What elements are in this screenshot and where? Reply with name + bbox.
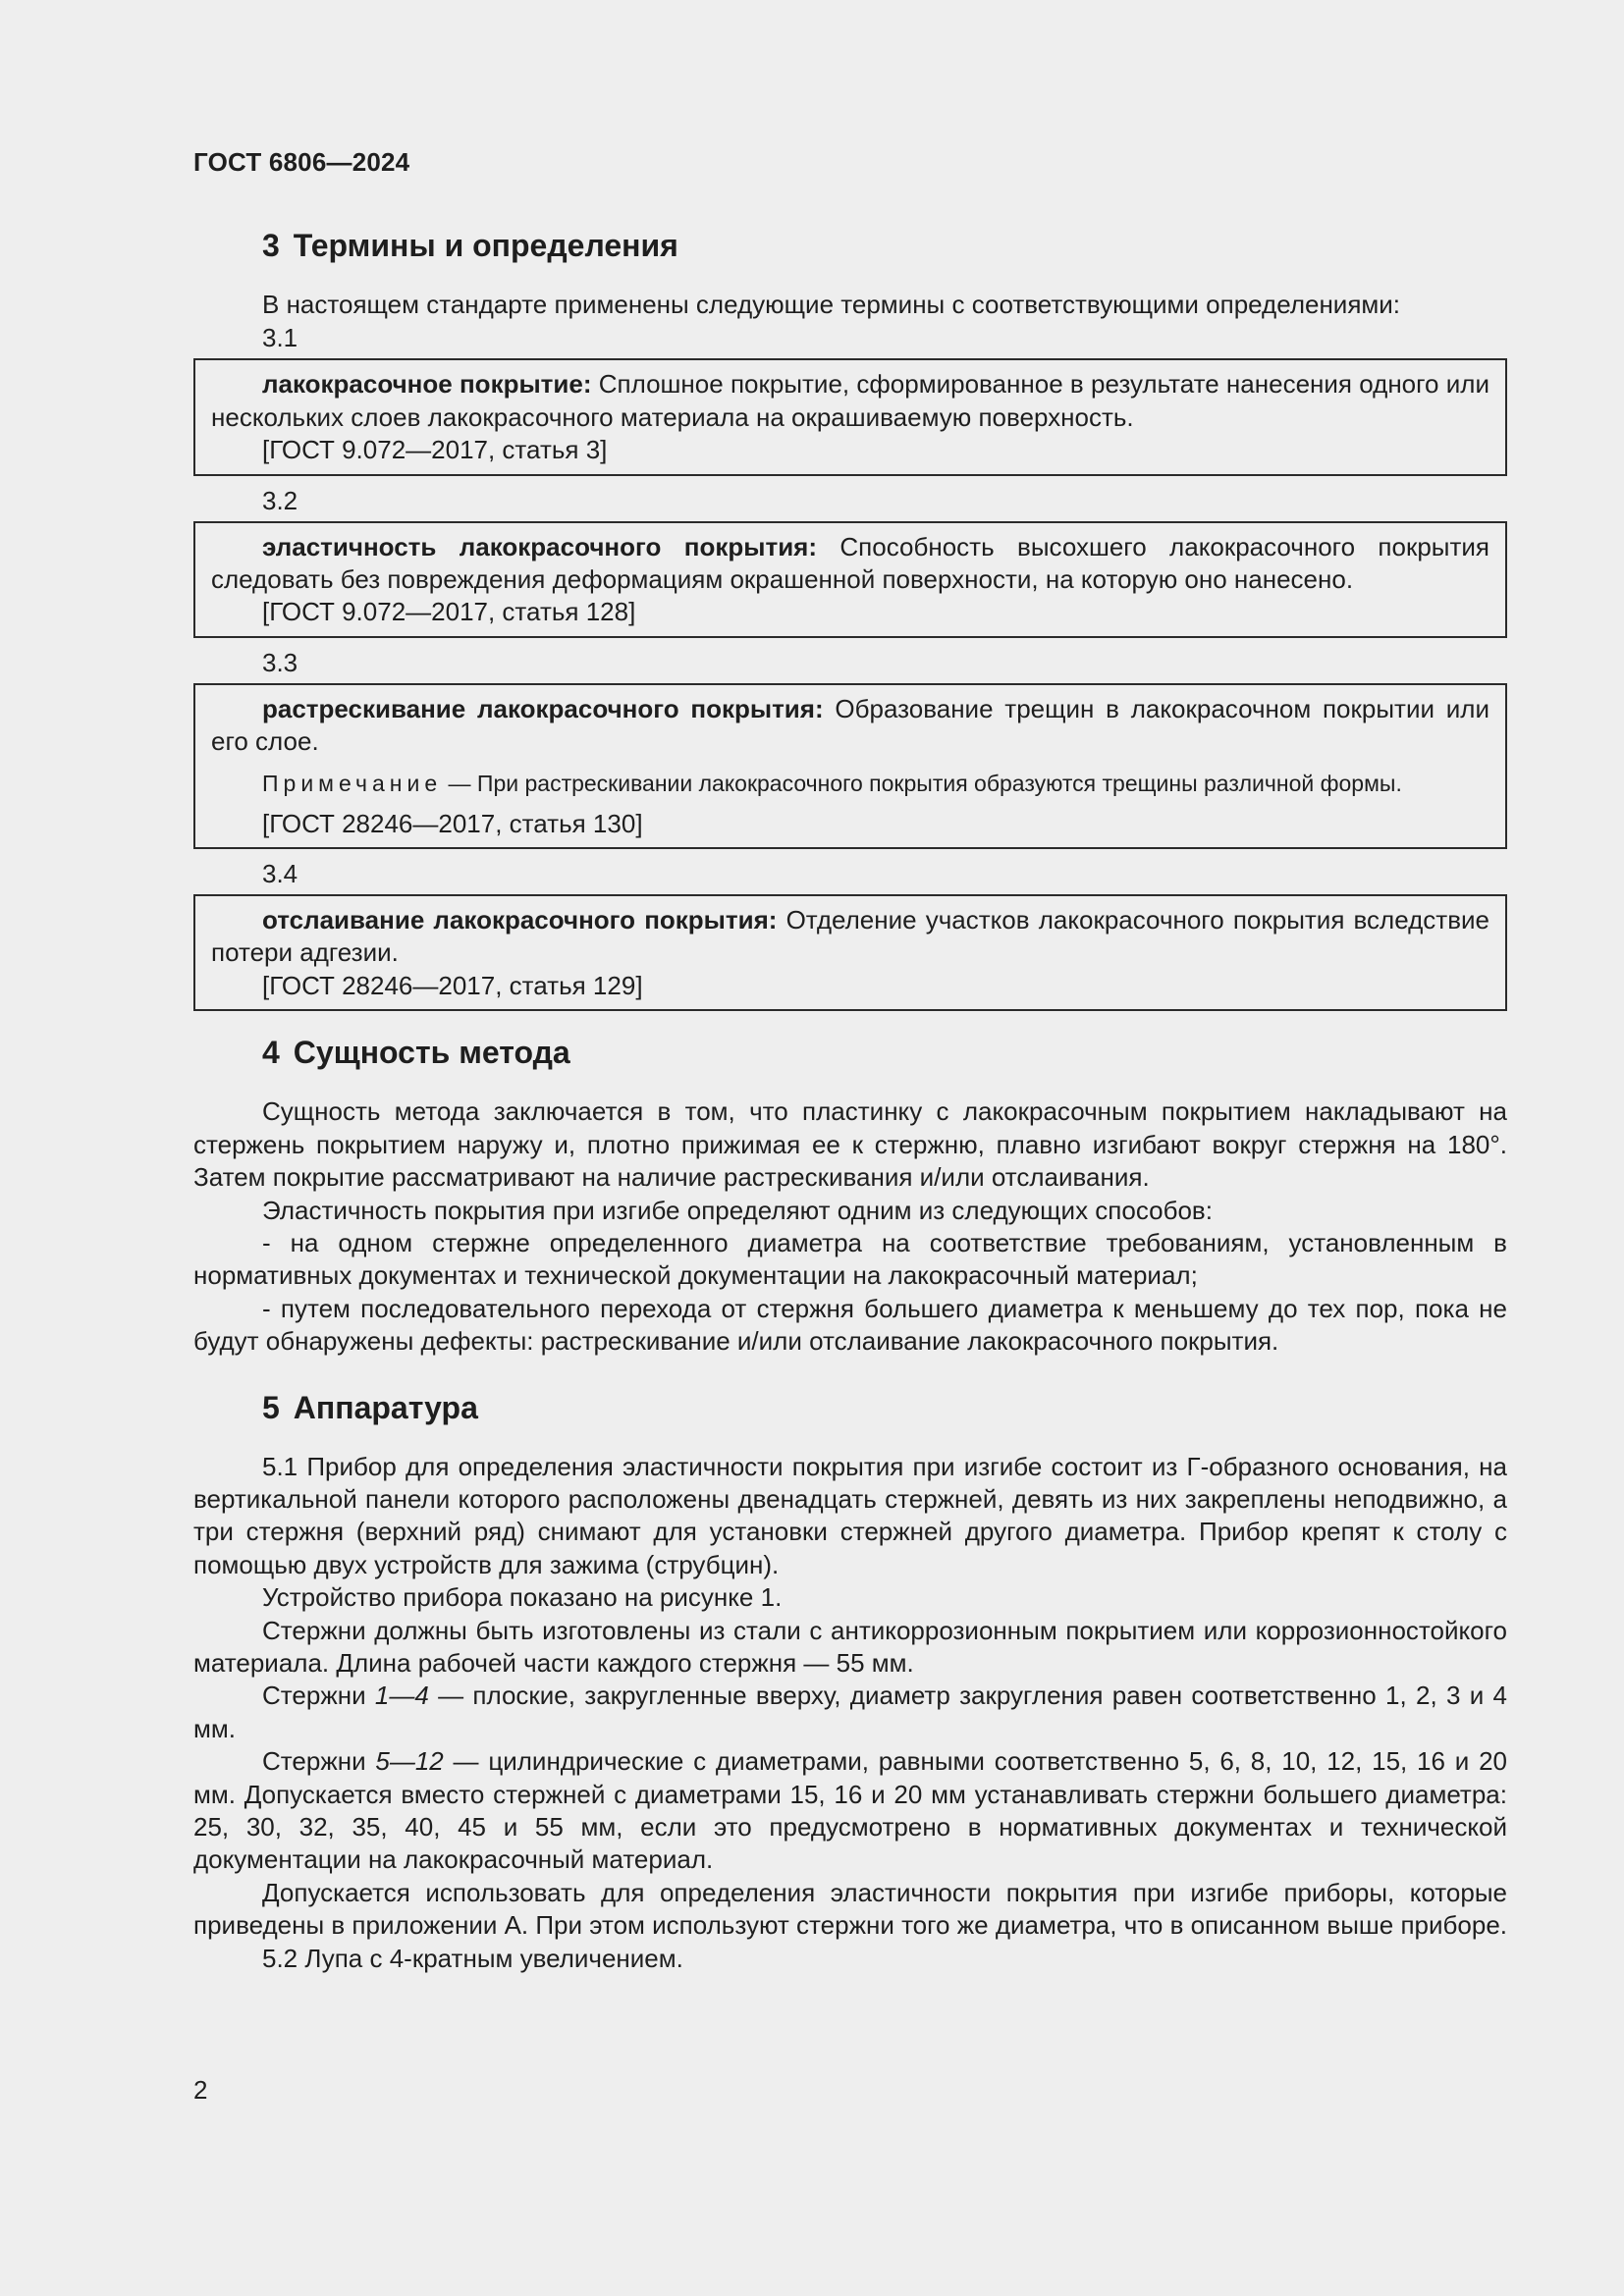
term-box-3-3 <box>193 683 1507 849</box>
text-run: Стержни <box>262 1681 375 1711</box>
term-definition <box>211 531 1489 597</box>
term-source: [ГОСТ 28246—2017, статья 130] <box>262 808 643 838</box>
paragraph: Устройство прибора показано на рисунке 1. <box>262 1582 783 1613</box>
term-number: 3.4 <box>262 859 298 889</box>
section-3-heading <box>193 226 1507 265</box>
term-name: эластичность лакокрасочного покрытия: <box>262 531 818 561</box>
paragraph <box>193 1745 1507 1877</box>
section-number: 3 <box>262 228 280 263</box>
list-item: - на одном стержне определенного диаметра на соответствие требованиям, установленным в нормативных документах и технической документации на лакокрасочный материал; <box>193 1227 1507 1291</box>
term-number: 3.1 <box>262 323 298 353</box>
section-3-intro: В настоящем стандарте применены следующие термины с соответствующими определениями: <box>262 290 1401 319</box>
section-4-heading <box>193 1033 1507 1072</box>
paragraph: 5.2 Лупа с 4-кратным увеличением. <box>262 1943 683 1973</box>
term-name: растрескивание лакокрасочного покрытия: <box>262 693 824 723</box>
term-note <box>211 769 1489 798</box>
term-definition <box>211 693 1489 759</box>
term-box-3-1 <box>193 358 1507 475</box>
italic-range: 5—12 <box>375 1746 444 1777</box>
paragraph: Эластичность покрытия при изгибе определяют одним из следующих способов: <box>262 1195 1213 1225</box>
note-text: — При растрескивании лакокрасочного покрытия образуются трещины различной формы. <box>448 770 1402 796</box>
term-text: Сплошное покрытие, сформированное в результате нанесения одного или нескольких слоев лакокрасочного материала на окрашиваемую поверхность. <box>211 369 1489 432</box>
page-content <box>193 226 1507 1975</box>
section-title: Термины и определения <box>293 228 678 263</box>
page-number: 2 <box>193 2075 208 2105</box>
term-text: Отделение участков лакокрасочного покрытия вследствие потери адгезии. <box>211 905 1489 968</box>
term-text: Способность высохшего лакокрасочного покрытия следовать без повреждения деформациям окрашенной поверхности, на которую оно нанесено. <box>211 531 1489 595</box>
note-label: Примечание <box>262 770 443 796</box>
italic-range: 1—4 <box>374 1681 429 1711</box>
section-title: Аппаратура <box>293 1389 478 1425</box>
text-run: — цилиндрические с диаметрами, равными соответственно 5, 6, 8, 10, 12, 15, 16 и 20 мм. Допускается вместо стержней с диаметрами 15, 16 и 20 мм устанавливать стержни большего диаметра: 25, 30, 32, 35, 40, 45 и 55 мм, если это предусмотрено в нормативных документах и технической документации на лакокрасочный материал. <box>193 1746 1507 1875</box>
term-text: Образование трещин в лакокрасочном покрытии или его слое. <box>211 693 1489 757</box>
term-box-3-2 <box>193 521 1507 638</box>
term-number: 3.2 <box>262 485 298 515</box>
term-number: 3.3 <box>262 647 298 677</box>
paragraph <box>193 1680 1507 1745</box>
term-name: отслаивание лакокрасочного покрытия: <box>262 905 778 935</box>
term-definition <box>211 368 1489 434</box>
section-5-heading <box>193 1388 1507 1427</box>
paragraph: Допускается использовать для определения эластичности покрытия при изгибе приборы, которые приведены в приложении А. При этом используют стержни того же диаметра, что в описанном выше приборе. <box>193 1877 1507 1941</box>
term-box-3-4 <box>193 894 1507 1011</box>
paragraph: Стержни должны быть изготовлены из стали с антикоррозионным покрытием или коррозионностойкого материала. Длина рабочей части каждого стержня — 55 мм. <box>193 1615 1507 1678</box>
paragraph: Сущность метода заключается в том, что пластинку с лакокрасочным покрытием накладывают на стержень покрытием наружу и, плотно прижимая ее к стержню, плавно изгибают вокруг стержня на 180°. Затем покрытие рассматривают на наличие растрескивания и/или отслаивания. <box>193 1096 1507 1193</box>
term-source: [ГОСТ 9.072—2017, статья 128] <box>262 597 636 627</box>
section-number: 4 <box>262 1035 280 1071</box>
term-name: лакокрасочное покрытие: <box>262 369 592 400</box>
section-number: 5 <box>262 1389 280 1425</box>
term-source: [ГОСТ 9.072—2017, статья 3] <box>262 435 608 465</box>
text-run: — плоские, закругленные вверху, диаметр закругления равен соответственно 1, 2, 3 и 4 мм. <box>193 1681 1507 1743</box>
term-source: [ГОСТ 28246—2017, статья 129] <box>262 970 643 1000</box>
document-header: ГОСТ 6806—2024 <box>193 147 410 177</box>
list-item: - путем последовательного перехода от стержня большего диаметра к меньшему до тех пор, пока не будут обнаружены дефекты: растрескивание и/или отслаивание лакокрасочного покрытия. <box>193 1293 1507 1357</box>
paragraph: 5.1 Прибор для определения эластичности покрытия при изгибе состоит из Г-образного основания, на вертикальной панели которого расположены двенадцать стержней, девять из них закреплены неподвижно, а три стержня (верхний ряд) снимают для установки стержней другого диаметра. Прибор крепят к столу с помощью двух устройств для зажима (струбцин). <box>193 1451 1507 1579</box>
term-definition <box>211 904 1489 970</box>
text-run: Стержни <box>262 1746 376 1777</box>
section-title: Сущность метода <box>293 1035 570 1071</box>
